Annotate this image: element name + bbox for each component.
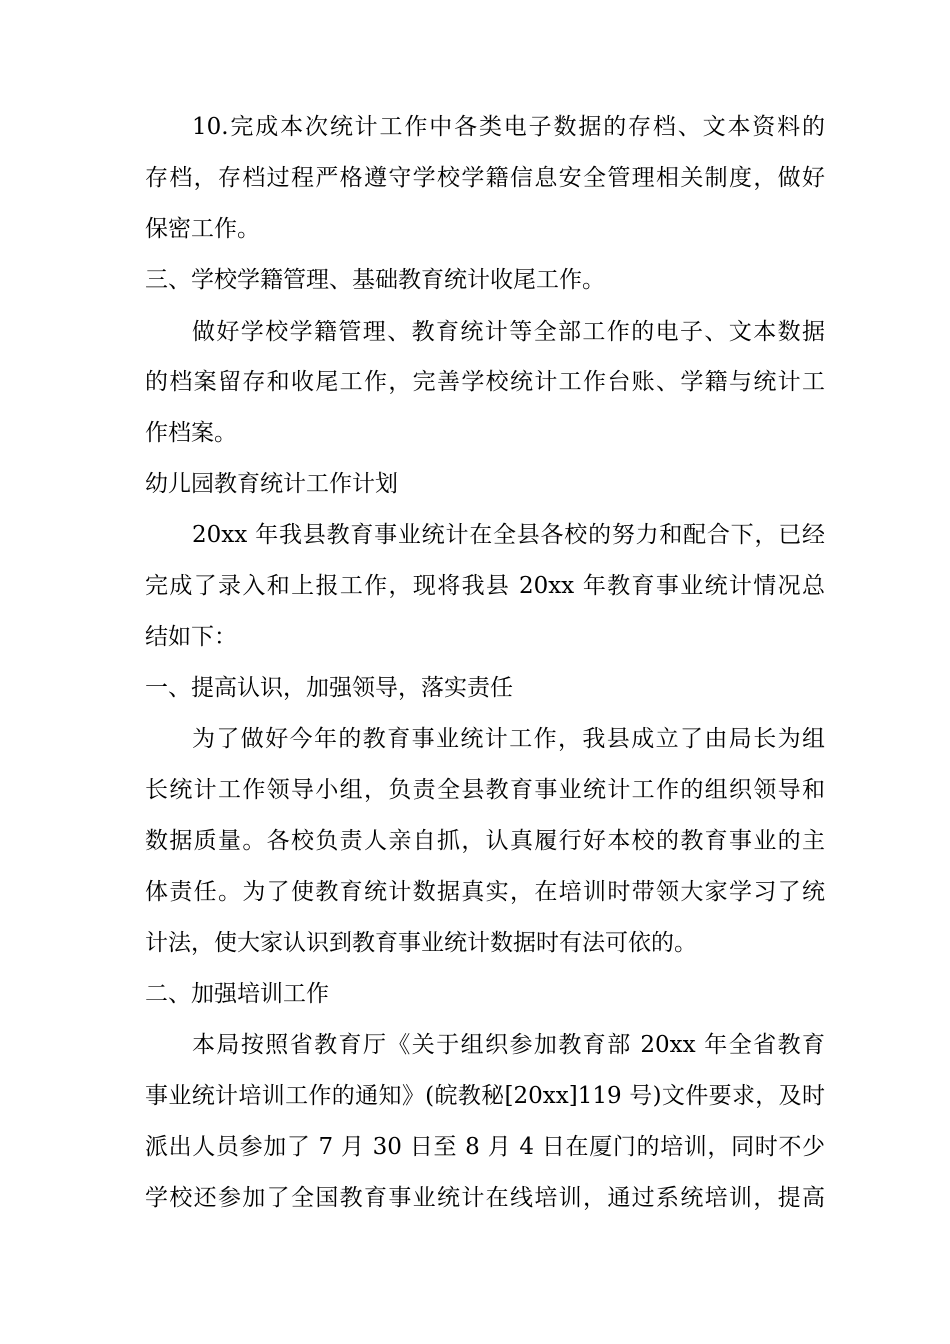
- paragraph-line: 本局按照省教育厅《关于组织参加教育部 20xx 年全省教育: [192, 1032, 825, 1058]
- document-title: 幼儿园教育统计工作计划: [145, 471, 398, 497]
- paragraph-line: 存档，存档过程严格遵守学校学籍信息安全管理相关制度，做好: [145, 165, 825, 191]
- paragraph-line: 作档案。: [145, 420, 237, 446]
- paragraph-line: 保密工作。: [145, 216, 260, 242]
- paragraph-line: 完成了录入和上报工作，现将我县 20xx 年教育事业统计情况总: [145, 573, 825, 599]
- paragraph-line: 结如下：: [145, 624, 237, 650]
- paragraph-line: 10.完成本次统计工作中各类电子数据的存档、文本资料的: [192, 114, 825, 140]
- section-heading: 二、加强培训工作: [145, 981, 329, 1007]
- paragraph-line: 计法，使大家认识到教育事业统计数据时有法可依的。: [145, 930, 697, 956]
- paragraph-line: 为了做好今年的教育事业统计工作，我县成立了由局长为组: [192, 726, 825, 752]
- paragraph-line: 的档案留存和收尾工作，完善学校统计工作台账、学籍与统计工: [145, 369, 825, 395]
- paragraph-line: 派出人员参加了 7 月 30 日至 8 月 4 日在厦门的培训，同时不少: [145, 1134, 825, 1160]
- paragraph-line: 数据质量。各校负责人亲自抓，认真履行好本校的教育事业的主: [145, 828, 825, 854]
- paragraph-line: 体责任。为了使教育统计数据真实，在培训时带领大家学习了统: [145, 879, 825, 905]
- section-heading: 三、学校学籍管理、基础教育统计收尾工作。: [145, 267, 605, 293]
- paragraph-line: 长统计工作领导小组，负责全县教育事业统计工作的组织领导和: [145, 777, 825, 803]
- paragraph-line: 做好学校学籍管理、教育统计等全部工作的电子、文本数据: [192, 319, 825, 345]
- paragraph-line: 学校还参加了全国教育事业统计在线培训，通过系统培训，提高: [145, 1185, 825, 1211]
- section-heading: 一、提高认识，加强领导，落实责任: [145, 675, 513, 701]
- paragraph-line: 事业统计培训工作的通知》(皖教秘[20xx]119 号)文件要求，及时: [145, 1083, 825, 1109]
- paragraph-line: 20xx 年我县教育事业统计在全县各校的努力和配合下，已经: [192, 522, 825, 548]
